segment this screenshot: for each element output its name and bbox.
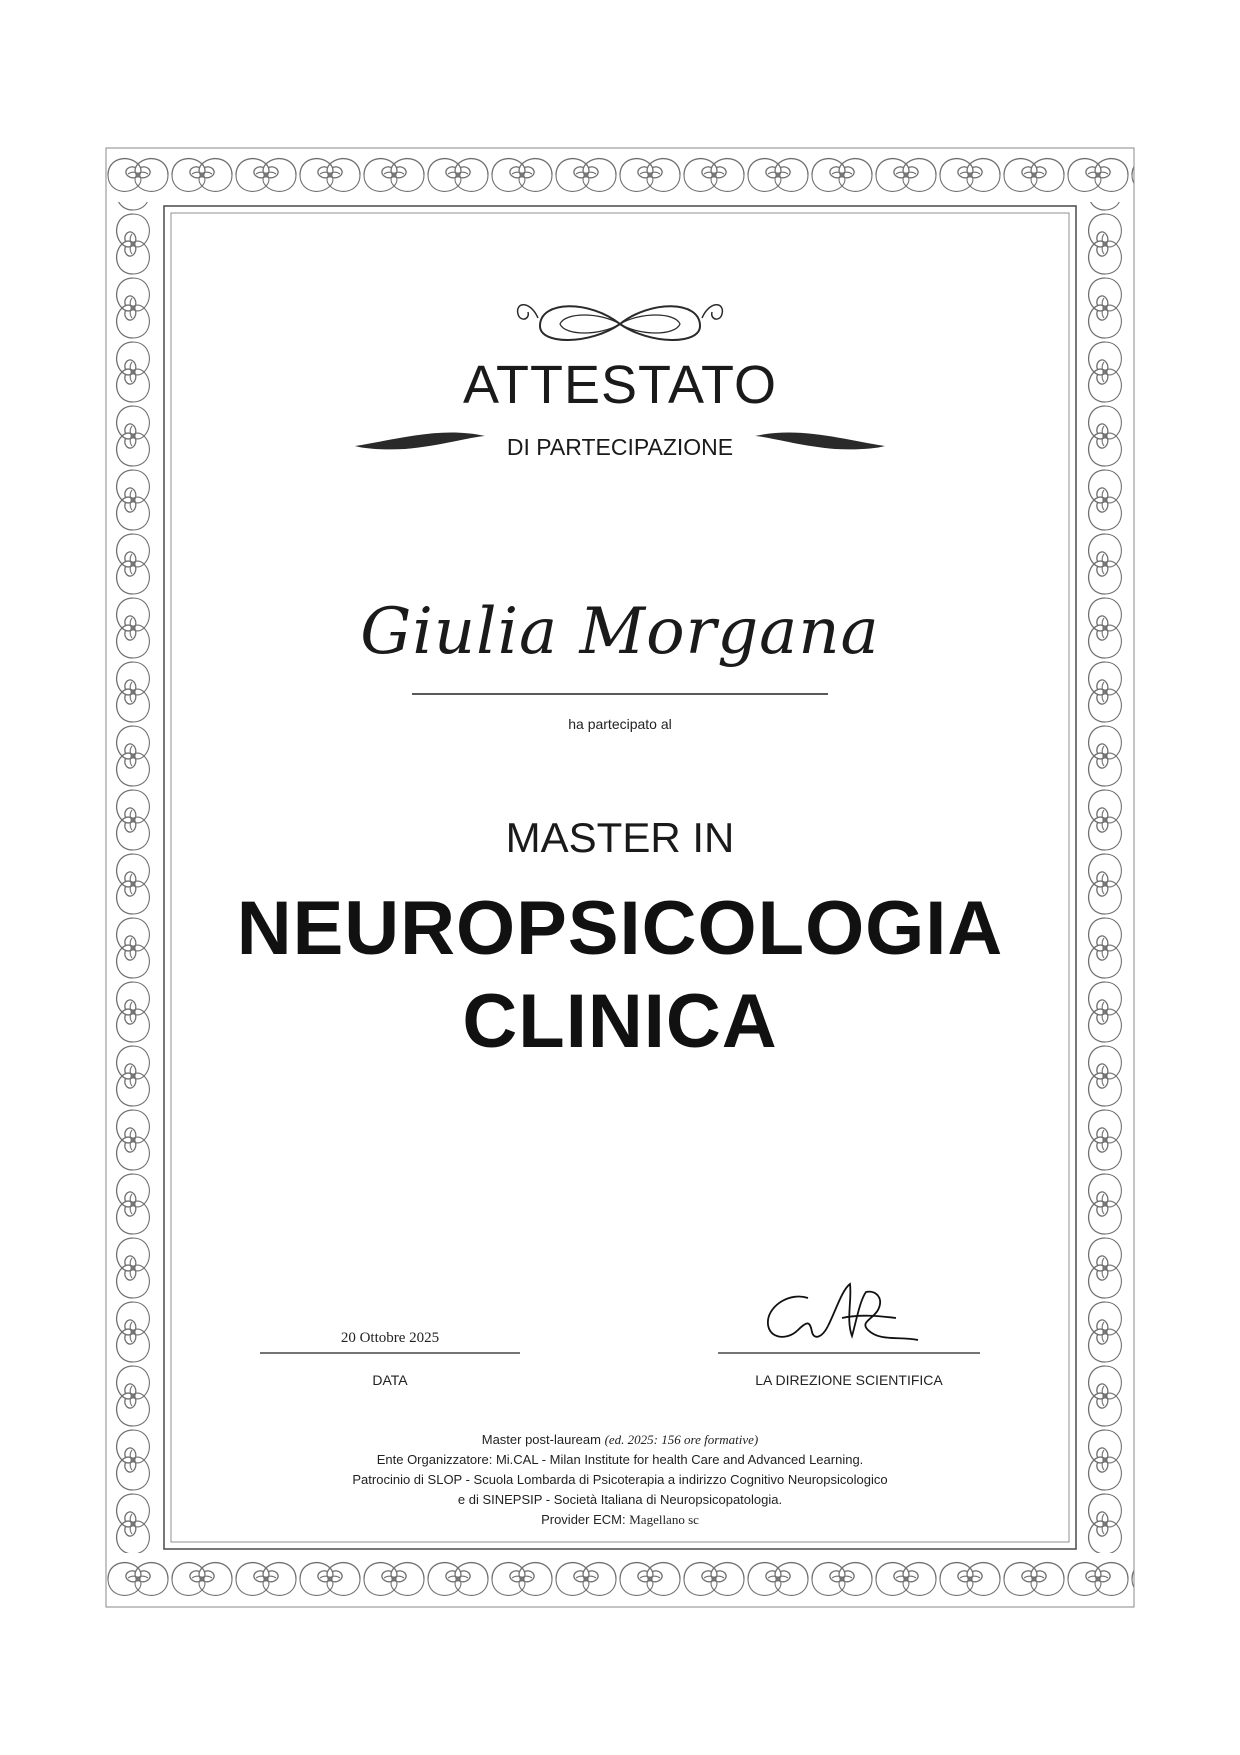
footer-line4: e di SINEPSIP - Società Italiana di Neuropsicopatologia. — [457, 1492, 783, 1507]
footer-line5: Provider ECM: Magellano sc — [541, 1512, 699, 1527]
footer-line1: Master post-lauream (ed. 2025: 156 ore formative) — [481, 1432, 759, 1447]
direction-label: LA DIREZIONE SCIENTIFICA — [755, 1372, 943, 1388]
certificate-title: ATTESTATO — [462, 355, 777, 415]
date-value: 20 Ottobre 2025 — [340, 1330, 440, 1346]
footer-notes — [0, 1430, 1240, 1530]
course-title — [0, 882, 1240, 1068]
course-title-line2: CLINICA — [462, 979, 778, 1064]
recipient-name: Giulia Morgana — [360, 595, 880, 669]
footer-line3: Patrocinio di SLOP - Scuola Lombarda di Psicoterapia a indirizzo Cognitivo Neuropsicologico — [352, 1472, 888, 1487]
footer-line2: Ente Organizzatore: Mi.CAL - Milan Institute for health Care and Advanced Learning. — [376, 1452, 864, 1467]
date-label: DATA — [372, 1372, 408, 1388]
participation-text: ha partecipato al — [568, 716, 672, 732]
certificate-subtitle: DI PARTECIPAZIONE — [506, 434, 734, 460]
course-prefix: MASTER IN — [505, 814, 735, 861]
course-title-line1: NEUROPSICOLOGIA — [236, 886, 1004, 971]
